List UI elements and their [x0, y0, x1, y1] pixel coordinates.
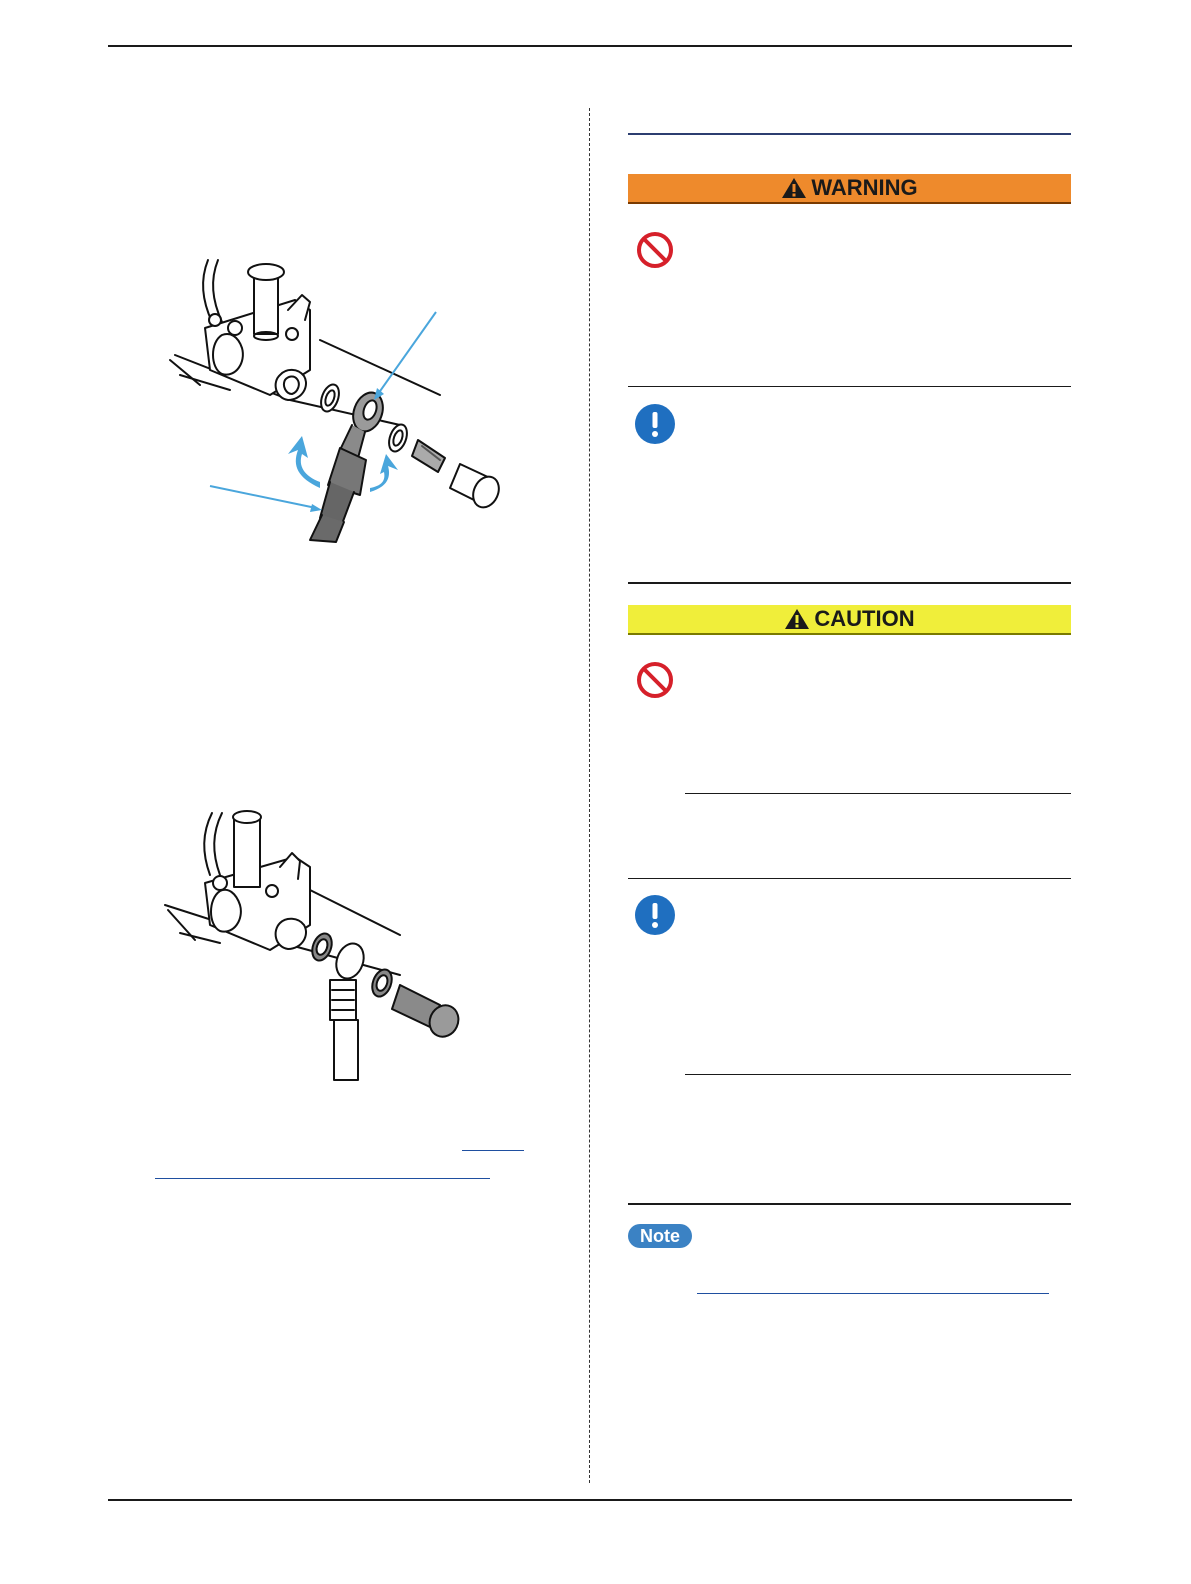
note-link-underline[interactable] [697, 1293, 1049, 1294]
link-underline-1[interactable] [462, 1150, 524, 1151]
divider-4 [628, 1203, 1071, 1205]
warning-text: WARNING [811, 175, 918, 200]
link-underline-2[interactable] [155, 1178, 490, 1179]
callout-line-fitting [378, 312, 436, 394]
caution-text: CAUTION [814, 606, 915, 631]
figure-hose-disconnect [160, 250, 540, 540]
callout-line-hose [210, 486, 316, 508]
prohibition-icon [635, 230, 675, 270]
mandatory-action-icon [634, 894, 676, 936]
warning-label [628, 174, 1071, 202]
rotate-arrow-left [288, 436, 320, 488]
footer-rule [108, 1499, 1072, 1501]
divider-3 [628, 878, 1071, 879]
note-badge: Note [628, 1224, 692, 1248]
mandatory-action-icon [634, 403, 676, 445]
divider-2 [628, 582, 1071, 584]
caution-label [628, 605, 1071, 633]
sub-divider-1 [685, 793, 1071, 794]
figure-hose-aligned [160, 805, 480, 1085]
divider-1 [628, 386, 1071, 387]
sub-divider-2 [685, 1074, 1071, 1075]
header-rule [108, 45, 1072, 47]
section-heading-rule [628, 133, 1071, 135]
warning-triangle-icon [784, 608, 810, 630]
warning-triangle-icon [781, 177, 807, 199]
rotate-arrow-right [370, 454, 398, 492]
prohibition-icon [635, 660, 675, 700]
column-divider [589, 108, 590, 1483]
